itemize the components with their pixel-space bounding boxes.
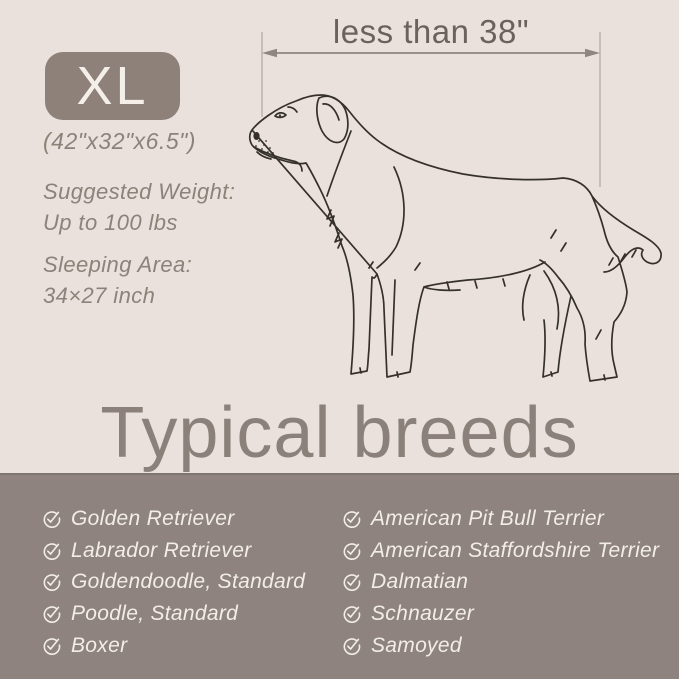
check-circle-icon — [42, 636, 62, 656]
breed-name: American Staffordshire Terrier — [371, 538, 660, 562]
list-item — [342, 566, 659, 598]
list-item — [342, 503, 659, 535]
breed-name: Boxer — [71, 633, 128, 657]
list-item — [42, 503, 305, 535]
suggested-weight-label: Suggested Weight: — [43, 179, 236, 204]
breed-name: Poodle, Standard — [71, 601, 239, 625]
dimension-extension-lines — [262, 32, 600, 187]
check-circle-icon — [42, 572, 62, 592]
suggested-weight-value: Up to 100 lbs — [43, 210, 178, 235]
measurement-label: less than 38" — [332, 13, 530, 50]
breed-name: American Pit Bull Terrier — [371, 506, 605, 530]
suggested-weight — [43, 176, 235, 238]
breeds-panel — [0, 473, 679, 679]
check-circle-icon — [342, 509, 362, 529]
check-circle-icon — [342, 604, 362, 624]
check-circle-icon — [42, 604, 62, 624]
breed-name: Dalmatian — [371, 570, 469, 594]
sleeping-area-label: Sleeping Area: — [43, 252, 193, 277]
list-item — [342, 598, 659, 630]
check-circle-icon — [42, 541, 62, 561]
list-item — [42, 566, 305, 598]
check-circle-icon — [342, 572, 362, 592]
bed-dimensions: (42"x32"x6.5") — [43, 128, 196, 154]
list-item — [342, 535, 659, 567]
list-item — [42, 630, 305, 662]
breeds-column-right — [342, 503, 659, 661]
breed-name: Labrador Retriever — [71, 538, 252, 562]
size-label: XL — [76, 56, 149, 116]
check-circle-icon — [342, 636, 362, 656]
breed-name: Samoyed — [371, 633, 462, 657]
list-item — [42, 535, 305, 567]
breed-name: Golden Retriever — [71, 506, 235, 530]
breed-name: Schnauzer — [371, 601, 475, 625]
size-badge — [45, 52, 180, 120]
check-circle-icon — [42, 509, 62, 529]
page-title: Typical breeds — [100, 393, 579, 473]
breeds-column-left — [42, 503, 305, 661]
list-item — [342, 630, 659, 662]
check-circle-icon — [342, 541, 362, 561]
list-item — [42, 598, 305, 630]
sleeping-area-value: 34×27 inch — [43, 283, 156, 308]
sleeping-area — [43, 249, 192, 311]
breed-name: Goldendoodle, Standard — [71, 570, 306, 594]
